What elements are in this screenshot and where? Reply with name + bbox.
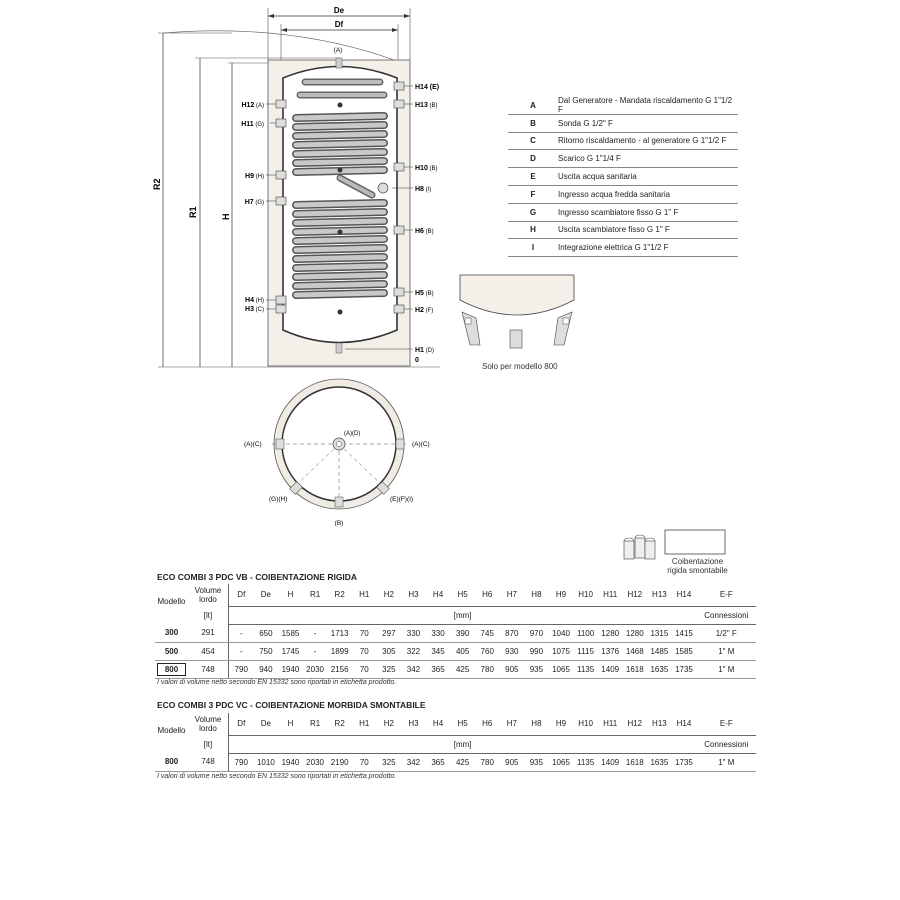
column-header: H10	[578, 590, 593, 600]
dim-df-label: Df	[334, 20, 344, 29]
dim-h-label: H	[221, 213, 231, 220]
column-header: R2	[334, 590, 345, 600]
dimension-cell: 322	[401, 642, 426, 660]
volume-header-line: lordo	[199, 595, 217, 604]
dimension-cell: -	[303, 642, 328, 660]
dimension-cell: 325	[377, 660, 402, 678]
connection-height-label: H1 (D)	[415, 347, 434, 354]
table2-specs	[155, 713, 756, 772]
dimension-cell: 1409	[598, 660, 623, 678]
model-800-note: Solo per modello 800	[482, 362, 558, 371]
dim-de-label: De	[333, 6, 345, 15]
dimension-cell: 425	[450, 753, 475, 771]
legend-code: A	[530, 100, 536, 110]
connection-height-label: H6 (B)	[415, 228, 434, 235]
plan-bottom-label: (B)	[334, 520, 344, 527]
dimension-cell: -	[303, 624, 328, 642]
legend-code: H	[530, 225, 536, 235]
legend-code: I	[531, 243, 535, 253]
legend-description: Integrazione elettrica G 1"1/2 F	[558, 243, 669, 253]
column-header: H	[287, 590, 294, 600]
insulation-label-line1: Coibentazione	[671, 557, 724, 566]
legend-description: Dal Generatore - Mandata riscaldamento G 1"1/2 F	[558, 96, 733, 115]
column-header: H11	[603, 719, 618, 729]
dimension-cell: 342	[401, 660, 426, 678]
ef-header: E-F	[719, 590, 733, 600]
dimension-cell: 70	[352, 753, 377, 771]
table2-title: ECO COMBI 3 PDC VC - COIBENTAZIONE MORBIDA SMONTABILE	[157, 700, 426, 710]
dimension-cell: 1735	[672, 753, 697, 771]
legend-row	[508, 239, 738, 257]
legend-row	[508, 168, 738, 186]
column-header: H1	[359, 719, 370, 729]
model-cell: 500	[155, 642, 188, 660]
column-header: H2	[383, 590, 394, 600]
dimension-cell: 1280	[623, 624, 648, 642]
dimension-cell: 870	[500, 624, 525, 642]
model-header-text: Modello	[157, 726, 186, 735]
dimension-cell: 297	[377, 624, 402, 642]
dimension-cell: 2030	[303, 660, 328, 678]
legend-row	[508, 150, 738, 168]
dim-r1-label: R1	[188, 206, 198, 218]
dimension-cell: 1899	[327, 642, 352, 660]
column-header: H2	[383, 719, 394, 729]
dimension-cell: 1635	[647, 660, 672, 678]
dimension-cell: 330	[401, 624, 426, 642]
dimension-cell: 1135	[573, 753, 598, 771]
dimension-cell: 365	[426, 753, 451, 771]
column-header: H8	[531, 719, 542, 729]
table-row	[155, 660, 756, 678]
column-header: H5	[457, 590, 468, 600]
plan-left-label: (A)(C)	[244, 441, 262, 448]
legend-code: C	[530, 136, 536, 146]
connection-height-label: H10 (B)	[415, 165, 438, 172]
dimension-cell: 1735	[672, 660, 697, 678]
dimension-cell: 70	[352, 624, 377, 642]
dimension-cell: 1940	[278, 660, 303, 678]
dimension-cell: 780	[475, 660, 500, 678]
dimension-cell: 1585	[278, 624, 303, 642]
dimension-cell: 750	[254, 642, 279, 660]
legend-code: E	[530, 172, 536, 182]
dimension-cell: 1635	[647, 753, 672, 771]
insulation-label-line2: rigida smontabile	[667, 566, 728, 575]
volume-cell: 748	[188, 753, 229, 771]
column-header: H7	[506, 590, 517, 600]
dimension-cell: 780	[475, 753, 500, 771]
volume-header-line: Volume	[194, 586, 222, 595]
upper-heat-exchanger-coil	[296, 116, 384, 172]
legend-description: Ritorno riscaldamento - al generatore G 1"1/2 F	[558, 136, 727, 146]
connection-height-label: H7 (G)	[244, 199, 264, 206]
column-header: H13	[652, 590, 667, 600]
dimension-cell: 405	[450, 642, 475, 660]
dimension-cell: 1135	[573, 660, 598, 678]
dimension-cell: 70	[352, 660, 377, 678]
column-header: H12	[627, 590, 643, 600]
table2-note: I valori di volume netto secondo EN 15332 sono riportati in etichetta prodotto.	[157, 773, 397, 780]
column-header: H1	[359, 590, 370, 600]
column-header: H9	[555, 719, 567, 729]
column-header: Df	[237, 719, 246, 729]
connection-height-label: H12 (A)	[241, 102, 264, 109]
column-header: H14	[676, 590, 692, 600]
plan-view	[244, 379, 430, 527]
legend-description: Uscita scambiatore fisso G 1" F	[558, 225, 670, 235]
table1-title: ECO COMBI 3 PDC VB - COIBENTAZIONE RIGIDA	[157, 572, 358, 582]
dimension-cell: 745	[475, 624, 500, 642]
dimension-cell: 1618	[623, 753, 648, 771]
dimension-cell: 1745	[278, 642, 303, 660]
column-header: H6	[482, 590, 493, 600]
dimension-cell: 1010	[254, 753, 279, 771]
dimension-cell: 1065	[549, 660, 574, 678]
blank-cell	[155, 735, 188, 753]
column-header: R2	[334, 719, 345, 729]
dimension-cell: 70	[352, 642, 377, 660]
model-header-text: Modello	[157, 597, 186, 606]
rigid-insulation-box-icon	[665, 530, 725, 554]
connection-height-label: 0	[415, 357, 419, 364]
connection-height-label: H8 (I)	[415, 186, 432, 193]
column-header: R1	[309, 719, 321, 729]
dimension-cell: 1713	[327, 624, 352, 642]
dimension-cell: 1618	[623, 660, 648, 678]
dimension-cell: 2156	[327, 660, 352, 678]
column-header: H5	[457, 719, 468, 729]
legend-code: D	[530, 154, 536, 164]
table-row	[155, 642, 756, 660]
table-row	[155, 624, 756, 642]
dimension-cell: 1485	[647, 642, 672, 660]
connections-unit: Connessioni	[696, 606, 756, 624]
dimension-cell: 365	[426, 660, 451, 678]
column-header: Df	[237, 590, 246, 600]
legend-row	[508, 186, 738, 204]
dimension-cell: 790	[229, 660, 254, 678]
volume-cell: 291	[188, 624, 229, 642]
column-header: R1	[309, 590, 321, 600]
connection-height-label: H14 (E)	[415, 84, 440, 91]
dimension-cell: 1075	[549, 642, 574, 660]
model-cell: 800	[155, 753, 188, 771]
column-header: H8	[531, 590, 542, 600]
dimension-cell: 1115	[573, 642, 598, 660]
top-a-label: (A)	[333, 47, 343, 54]
dimension-cell: 760	[475, 642, 500, 660]
dimension-cell: -	[229, 642, 254, 660]
connection-legend	[508, 97, 738, 257]
connection-cell: 1" M	[696, 660, 756, 678]
dimension-cell: 1100	[573, 624, 598, 642]
dimension-cell: 2030	[303, 753, 328, 771]
dimension-cell: 345	[426, 642, 451, 660]
plan-bottom-left-label: (G)(H)	[269, 496, 288, 503]
column-header: H14	[676, 719, 692, 729]
column-header: H7	[506, 719, 517, 729]
legend-code: B	[530, 118, 536, 128]
legend-row	[508, 115, 738, 133]
legend-description: Ingresso scambiatore fisso G 1" F	[558, 207, 679, 217]
volume-cell: 748	[188, 660, 229, 678]
connection-height-label: H4 (H)	[245, 297, 264, 304]
dimension-cell: 330	[426, 624, 451, 642]
dimension-cell: 1376	[598, 642, 623, 660]
dimension-cell: 1468	[623, 642, 648, 660]
connection-height-label: H9 (H)	[245, 173, 264, 180]
table1-specs	[155, 584, 756, 679]
dimension-cell: 905	[500, 660, 525, 678]
dimension-cell: 390	[450, 624, 475, 642]
model-header	[155, 584, 188, 606]
legend-row	[508, 222, 738, 240]
column-header: H4	[432, 590, 444, 600]
column-header: H	[287, 719, 294, 729]
dimension-cell: 905	[500, 753, 525, 771]
column-header: H10	[578, 719, 593, 729]
legend-row	[508, 133, 738, 151]
dimension-cell: 325	[377, 753, 402, 771]
connection-height-label: H2 (F)	[415, 307, 434, 314]
model-header	[155, 713, 188, 735]
volume-unit: [lt]	[188, 606, 229, 624]
dimension-cell: 650	[254, 624, 279, 642]
volume-header	[188, 713, 229, 735]
dimension-cell: 935	[524, 660, 549, 678]
dimension-cell: 1409	[598, 753, 623, 771]
dimension-cell: 1315	[647, 624, 672, 642]
legend-row	[508, 204, 738, 222]
dims-unit: [mm]	[229, 606, 697, 624]
dimension-cell: 1280	[598, 624, 623, 642]
dims-unit: [mm]	[229, 735, 697, 753]
dimension-cell: 342	[401, 753, 426, 771]
dimension-cell: 1040	[549, 624, 574, 642]
dimension-cell: 305	[377, 642, 402, 660]
legend-description: Uscita acqua sanitaria	[558, 172, 637, 182]
dimension-cell: 990	[524, 642, 549, 660]
dimension-cell: 1585	[672, 642, 697, 660]
table-row	[155, 753, 756, 771]
legend-description: Sonda G 1/2" F	[558, 118, 613, 128]
insulation-label	[660, 557, 735, 575]
column-header: De	[260, 719, 271, 729]
column-header: H3	[408, 719, 419, 729]
dimension-cell: 1415	[672, 624, 697, 642]
dim-r2-label: R2	[152, 178, 162, 190]
model-cell: 300	[155, 624, 188, 642]
legend-description: Scarico G 1"1/4 F	[558, 154, 621, 164]
volume-header	[188, 584, 229, 606]
column-header: H4	[432, 719, 444, 729]
column-header: H11	[603, 590, 618, 600]
connections-unit: Connessioni	[696, 735, 756, 753]
table1-note: I valori di volume netto secondo EN 15332 sono riportati in etichetta prodotto.	[157, 679, 397, 686]
column-header: H9	[555, 590, 567, 600]
dimension-cell: 790	[229, 753, 254, 771]
connection-cell: 1" M	[696, 753, 756, 771]
ef-header: E-F	[719, 719, 733, 729]
dimension-cell: 970	[524, 624, 549, 642]
legend-description: Ingresso acqua fredda sanitaria	[558, 189, 671, 199]
column-header: H12	[627, 719, 643, 729]
legend-code: F	[530, 189, 536, 199]
volume-header-line: Volume	[194, 715, 222, 724]
model-cell	[155, 660, 188, 678]
column-header: H3	[408, 590, 419, 600]
dimension-cell: 1065	[549, 753, 574, 771]
model-cell-value: 800	[157, 663, 186, 676]
blank-cell	[155, 606, 188, 624]
dimension-cell: -	[229, 624, 254, 642]
connection-height-label: H11 (G)	[241, 121, 264, 128]
connection-cell: 1/2" F	[696, 624, 756, 642]
column-header: De	[260, 590, 271, 600]
model-800-base-sketch	[460, 275, 574, 348]
plan-right-label: (A)(C)	[412, 441, 430, 448]
column-header: H13	[652, 719, 667, 729]
insulation-roll-icon	[624, 535, 655, 559]
connection-height-label: H5 (B)	[415, 290, 434, 297]
column-header: H6	[482, 719, 493, 729]
dimension-cell: 425	[450, 660, 475, 678]
connection-height-label: H13 (B)	[415, 102, 438, 109]
dimension-cell: 2190	[327, 753, 352, 771]
plan-bottom-right-label: (E)(F)(I)	[390, 496, 414, 503]
dimension-cell: 940	[254, 660, 279, 678]
connection-cell: 1" M	[696, 642, 756, 660]
dimension-cell: 930	[500, 642, 525, 660]
connection-height-label: H3 (C)	[245, 306, 264, 313]
volume-header-line: lordo	[199, 724, 217, 733]
plan-center-label: (A)(D)	[344, 431, 361, 437]
volume-cell: 454	[188, 642, 229, 660]
legend-code: G	[529, 207, 537, 217]
dimension-cell: 935	[524, 753, 549, 771]
legend-row	[508, 97, 738, 115]
dimension-cell: 1940	[278, 753, 303, 771]
volume-unit: [lt]	[188, 735, 229, 753]
